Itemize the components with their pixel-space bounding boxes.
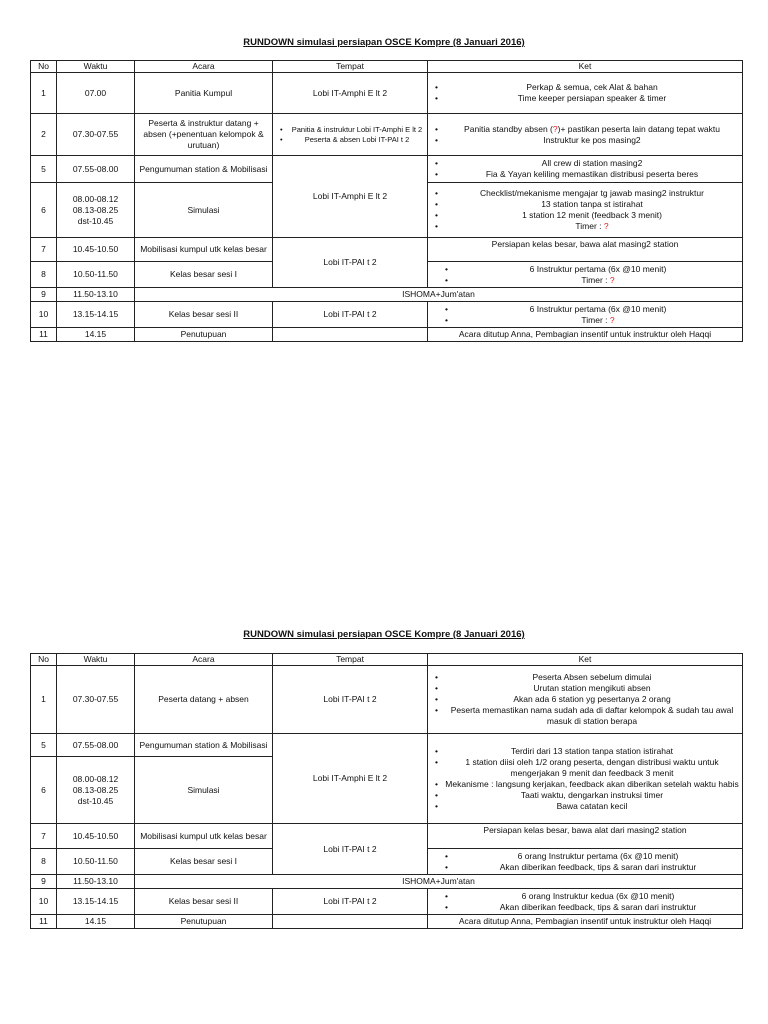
- list-item: • Timer : ?: [457, 275, 739, 286]
- cell-tempat: [273, 114, 428, 156]
- table-row: [31, 114, 743, 156]
- cell-acara: Simulasi: [135, 183, 273, 238]
- cell-waktu: 07.30-07.55: [57, 114, 135, 156]
- cell-ishoma: ISHOMA+Jum'atan: [135, 288, 743, 302]
- table-row: [31, 156, 743, 183]
- table-row: [31, 875, 743, 889]
- question-mark: ?: [609, 274, 615, 285]
- table-header-row: [31, 654, 743, 666]
- cell-no: 1: [31, 73, 57, 114]
- cell-tempat: [273, 328, 428, 342]
- cell-waktu: 11.50-13.10: [57, 288, 135, 302]
- rundown-table-2: [30, 653, 743, 929]
- table-row: [31, 666, 743, 734]
- cell-acara: Kelas besar sesi I: [135, 262, 273, 288]
- table-row: [31, 288, 743, 302]
- cell-no: 1: [31, 666, 57, 734]
- cell-waktu: 10.45-10.50: [57, 824, 135, 849]
- list-item: • Terdiri dari 13 station tanpa station istirahat: [445, 746, 739, 757]
- cell-waktu: 07.55-08.00: [57, 734, 135, 757]
- cell-waktu: 10.50-11.50: [57, 849, 135, 875]
- cell-no: 6: [31, 183, 57, 238]
- cell-no: 10: [31, 889, 57, 915]
- cell-ket: Acara ditutup Anna, Pembagian insentif untuk instruktur oleh Haqqi: [428, 915, 743, 929]
- cell-acara: Kelas besar sesi II: [135, 302, 273, 328]
- cell-waktu: 10.50-11.50: [57, 262, 135, 288]
- cell-ket: [428, 156, 743, 183]
- table-row: [31, 73, 743, 114]
- cell-acara: Peserta datang + absen: [135, 666, 273, 734]
- list-item: • Bawa catatan kecil: [445, 801, 739, 812]
- list-item: • Akan diberikan feedback, tips & saran dari instruktur: [457, 902, 739, 913]
- list-item: • Peserta memastikan nama sudah ada di daftar kelompok & sudah tau awal masuk di station berapa: [445, 705, 739, 727]
- cell-no: 11: [31, 915, 57, 929]
- cell-waktu: 13.15-14.15: [57, 889, 135, 915]
- list-item: • 6 Instruktur pertama (6x @10 menit): [457, 264, 739, 275]
- header-no: No: [31, 654, 57, 666]
- list-item: • Mekanisme : langsung kerjakan, feedback akan diberikan setelah waktu habis: [445, 779, 739, 790]
- header-tempat: Tempat: [273, 61, 428, 73]
- list-item: • Perkap & semua, cek Alat & bahan: [445, 82, 739, 93]
- list-item: • Instruktur ke pos masing2: [445, 135, 739, 146]
- table-row: [31, 328, 743, 342]
- cell-tempat: Lobi IT-PAI t 2: [273, 238, 428, 288]
- table-row: [31, 824, 743, 849]
- cell-tempat: Lobi IT-Amphi E lt 2: [273, 156, 428, 238]
- document-title-2: RUNDOWN simulasi persiapan OSCE Kompre (8 Januari 2016): [243, 629, 525, 640]
- question-mark: ?: [609, 314, 615, 325]
- list-item: • Panitia standby absen (?)+ pastikan peserta lain datang tepat waktu: [445, 124, 739, 135]
- list-item: • Urutan station mengikuti absen: [445, 683, 739, 694]
- cell-ishoma: ISHOMA+Jum'atan: [135, 875, 743, 889]
- cell-acara: Penutupuan: [135, 328, 273, 342]
- list-item: • Akan ada 6 station yg pesertanya 2 orang: [445, 694, 739, 705]
- table-row: [31, 238, 743, 262]
- cell-acara: Panitia Kumpul: [135, 73, 273, 114]
- cell-tempat: Lobi IT-Amphi E lt 2: [273, 734, 428, 824]
- header-no: No: [31, 61, 57, 73]
- list-item: • 1 station diisi oleh 1/2 orang peserta, dengan distribusi waktu untuk mengerjakan 9 menit dan feedback 3 menit: [445, 757, 739, 779]
- cell-tempat: Lobi IT-PAI t 2: [273, 666, 428, 734]
- cell-waktu: 11.50-13.10: [57, 875, 135, 889]
- cell-acara: Pengumuman station & Mobilisasi: [135, 156, 273, 183]
- list-item: • Panitia & instruktur Lobi IT-Amphi E lt 2: [290, 125, 424, 135]
- cell-waktu: 07.30-07.55: [57, 666, 135, 734]
- list-item: • 13 station tanpa st istirahat: [445, 199, 739, 210]
- cell-no: 7: [31, 824, 57, 849]
- table-header-row: [31, 61, 743, 73]
- cell-waktu: 10.45-10.50: [57, 238, 135, 262]
- list-item: • Timer : ?: [457, 315, 739, 326]
- header-waktu: Waktu: [57, 654, 135, 666]
- cell-tempat: Lobi IT-PAI t 2: [273, 824, 428, 875]
- cell-acara: Mobilisasi kumpul utk kelas besar: [135, 824, 273, 849]
- header-ket: Ket: [428, 654, 743, 666]
- cell-waktu: 13.15-14.15: [57, 302, 135, 328]
- header-acara: Acara: [135, 61, 273, 73]
- cell-ket: [428, 849, 743, 875]
- list-item: • Fia & Yayan keliling memastikan distribusi peserta beres: [445, 169, 739, 180]
- cell-ket: Acara ditutup Anna, Pembagian insentif untuk instruktur oleh Haqqi: [428, 328, 743, 342]
- cell-tempat: [273, 915, 428, 929]
- cell-no: 5: [31, 734, 57, 757]
- list-item: • 6 orang Instruktur kedua (6x @10 menit): [457, 891, 739, 902]
- cell-ket: [428, 73, 743, 114]
- header-ket: Ket: [428, 61, 743, 73]
- rundown-table-1: [30, 60, 743, 342]
- cell-no: 9: [31, 875, 57, 889]
- cell-no: 2: [31, 114, 57, 156]
- cell-waktu: 07.55-08.00: [57, 156, 135, 183]
- cell-no: 8: [31, 849, 57, 875]
- cell-ket: [428, 666, 743, 734]
- cell-waktu: 08.00-08.12 08.13-08.25 dst-10.45: [57, 183, 135, 238]
- header-tempat: Tempat: [273, 654, 428, 666]
- cell-no: 6: [31, 757, 57, 824]
- list-item: • 6 orang Instruktur pertama (6x @10 menit): [457, 851, 739, 862]
- cell-waktu: 14.15: [57, 328, 135, 342]
- document-title-1: RUNDOWN simulasi persiapan OSCE Kompre (8 Januari 2016): [243, 37, 525, 48]
- cell-ket: [428, 114, 743, 156]
- cell-ket: [428, 302, 743, 328]
- cell-no: 5: [31, 156, 57, 183]
- table-row: [31, 734, 743, 757]
- cell-waktu: 14.15: [57, 915, 135, 929]
- cell-waktu: 07.00: [57, 73, 135, 114]
- cell-no: 10: [31, 302, 57, 328]
- cell-ket: Persiapan kelas besar, bawa alat dari masing2 station: [428, 824, 743, 849]
- header-acara: Acara: [135, 654, 273, 666]
- cell-acara: Kelas besar sesi I: [135, 849, 273, 875]
- list-item: • Peserta Absen sebelum dimulai: [445, 672, 739, 683]
- cell-tempat: Lobi IT-PAI t 2: [273, 889, 428, 915]
- list-item: • Time keeper persiapan speaker & timer: [445, 93, 739, 104]
- cell-acara: Pengumuman station & Mobilisasi: [135, 734, 273, 757]
- cell-acara: Kelas besar sesi II: [135, 889, 273, 915]
- cell-tempat: Lobi IT-PAI t 2: [273, 302, 428, 328]
- cell-ket: [428, 889, 743, 915]
- list-item: • Timer : ?: [445, 221, 739, 232]
- cell-no: 8: [31, 262, 57, 288]
- list-item: • Checklist/mekanisme mengajar tg jawab masing2 instruktur: [445, 188, 739, 199]
- list-item: • All crew di station masing2: [445, 158, 739, 169]
- list-item: • Taati waktu, dengarkan instruksi timer: [445, 790, 739, 801]
- list-item: • Akan diberikan feedback, tips & saran dari instruktur: [457, 862, 739, 873]
- cell-tempat: Lobi IT-Amphi E lt 2: [273, 73, 428, 114]
- header-waktu: Waktu: [57, 61, 135, 73]
- table-row: [31, 915, 743, 929]
- list-item: • 1 station 12 menit (feedback 3 menit): [445, 210, 739, 221]
- cell-acara: Mobilisasi kumpul utk kelas besar: [135, 238, 273, 262]
- cell-no: 11: [31, 328, 57, 342]
- question-mark: ?: [552, 123, 558, 134]
- list-item: • 6 Instruktur pertama (6x @10 menit): [457, 304, 739, 315]
- cell-ket: Persiapan kelas besar, bawa alat masing2 station: [428, 238, 743, 262]
- cell-acara: Peserta & instruktur datang + absen (+penentuan kelompok & urutuan): [135, 114, 273, 156]
- question-mark: ?: [603, 221, 609, 231]
- table-row: [31, 302, 743, 328]
- cell-no: 9: [31, 288, 57, 302]
- table-row: [31, 889, 743, 915]
- cell-ket: [428, 183, 743, 238]
- list-item: • Peserta & absen Lobi IT-PAI t 2: [290, 135, 424, 145]
- cell-no: 7: [31, 238, 57, 262]
- cell-acara: Simulasi: [135, 757, 273, 824]
- cell-acara: Penutupuan: [135, 915, 273, 929]
- cell-ket: [428, 262, 743, 288]
- cell-waktu: 08.00-08.12 08.13-08.25 dst-10.45: [57, 757, 135, 824]
- cell-ket: [428, 734, 743, 824]
